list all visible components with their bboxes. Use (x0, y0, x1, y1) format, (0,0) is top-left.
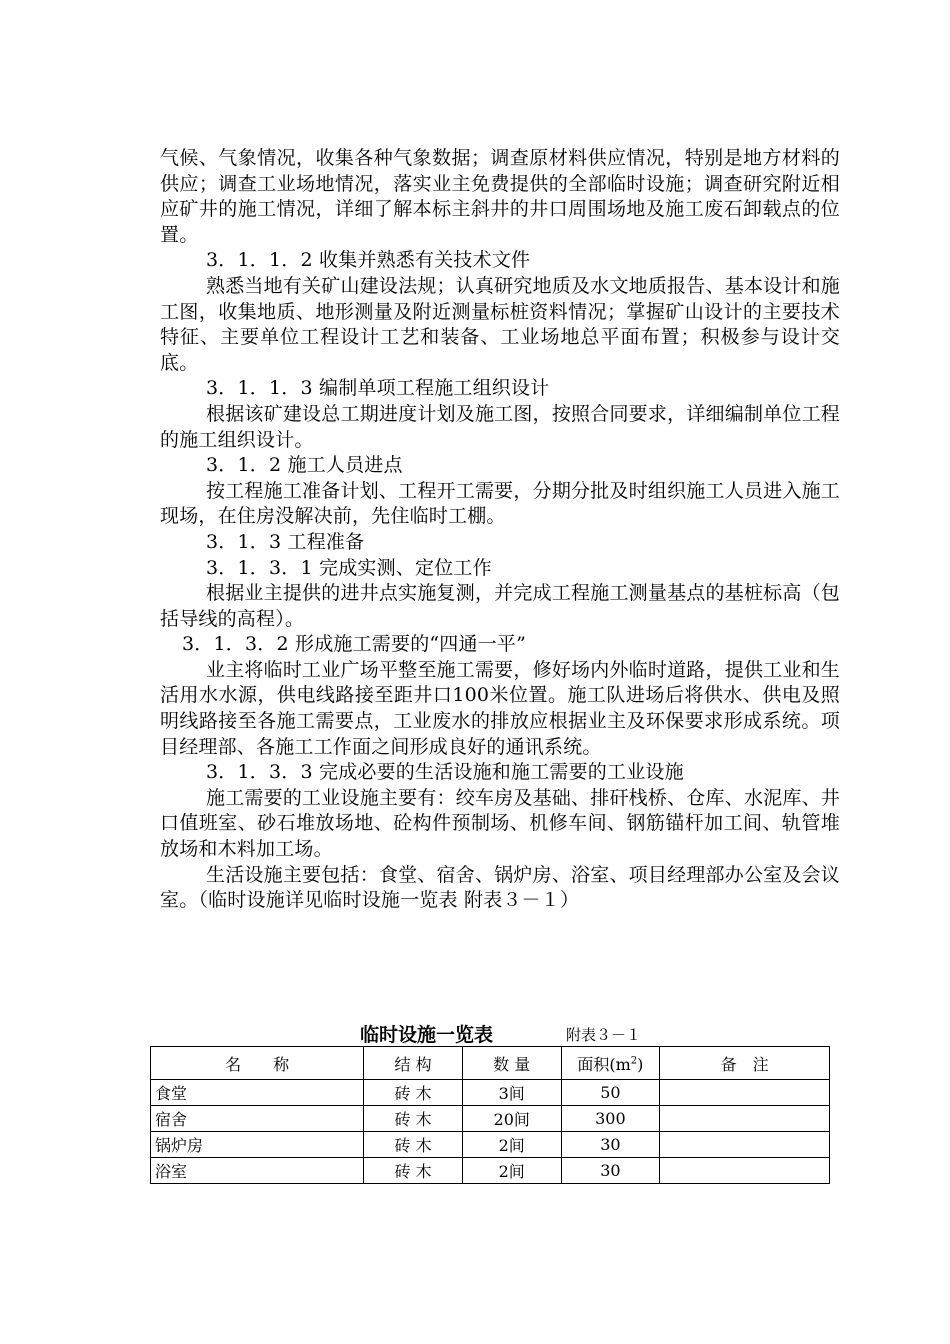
cell-name: 宿舍 (151, 1106, 364, 1132)
heading-3-1-3-1: 3．1．3．1 完成实测、定位工作 (206, 556, 492, 579)
cell-note (660, 1106, 830, 1132)
cell-note (660, 1080, 830, 1106)
header-name: 名 称 (151, 1047, 364, 1080)
heading-3-1-2: 3．1．2 施工人员进点 (206, 454, 403, 477)
table-row (151, 1106, 830, 1132)
cell-structure: 砖 木 (364, 1158, 463, 1184)
cell-area: 300 (561, 1106, 660, 1132)
paragraph-construction-organization: 根据该矿建设总工期进度计划及施工图，按照合同要求，详细编制单位工程的施工组织设计。 (160, 402, 840, 451)
header-structure: 结 构 (364, 1047, 463, 1080)
header-area-prefix: 面积(m (577, 1054, 631, 1074)
cell-name: 锅炉房 (151, 1132, 364, 1158)
header-area-sup: 2 (630, 1055, 638, 1067)
cell-note (660, 1158, 830, 1184)
paragraph-industrial-facilities: 施工需要的工业设施主要有：绞车房及基础、排矸栈桥、仓库、水泥库、井口值班室、砂石堆放场地、砼构件预制场、机修车间、钢筋锚杆加工间、轨管堆放场和木料加工场。 (160, 786, 840, 861)
heading-3-1-1-3: 3．1．1．3 编制单项工程施工组织设计 (206, 377, 550, 400)
cell-structure: 砖 木 (364, 1106, 463, 1132)
cell-area: 30 (561, 1132, 660, 1158)
table-row (151, 1132, 830, 1158)
cell-structure: 砖 木 (364, 1080, 463, 1106)
heading-3-1-3-3: 3．1．3．3 完成必要的生活设施和施工需要的工业设施 (206, 761, 684, 784)
paragraph-technical-documents: 熟悉当地有关矿山建设法规；认真研究地质及水文地质报告、基本设计和施工图，收集地质、地形测量及附近测量标桩资料情况；掌握矿山设计的主要技术特征、主要单位工程设计工艺和装备、工业场地总平面布置；积极参与设计交底。 (160, 274, 840, 374)
table-row (151, 1158, 830, 1184)
heading-3-1-1-2: 3．1．1．2 收集并熟悉有关技术文件 (206, 249, 531, 272)
cell-quantity: 3间 (462, 1080, 561, 1106)
body-text (160, 146, 840, 914)
header-note: 备 注 (660, 1047, 830, 1080)
table-appendix-label: 附表３－１ (566, 1026, 642, 1044)
paragraph-four-connections: 业主将临时工业广场平整至施工需要，修好场内外临时道路，提供工业和生活用水水源，供电线路接至距井口100米位置。施工队进场后将供水、供电及照明线路接至各施工需要点，工业废水的排放应根据业主及环保要求形成系统。项目经理部、各施工工作面之间形成良好的通讯系统。 (160, 658, 840, 758)
heading-3-1-3: 3．1．3 工程准备 (206, 530, 365, 553)
cell-quantity: 2间 (462, 1132, 561, 1158)
cell-note (660, 1132, 830, 1158)
paragraph-living-facilities: 生活设施主要包括：食堂、宿舍、锅炉房、浴室、项目经理部办公室及会议室。（临时设施详见临时设施一览表 附表３－１） (160, 863, 840, 912)
paragraph-survey-positioning: 根据业主提供的进井点实施复测，并完成工程施工测量基点的基桩标高（包括导线的高程）。 (160, 582, 840, 630)
paragraph-site-survey: 气候、气象情况，收集各种气象数据；调查原材料供应情况，特别是地方材料的供应；调查工业场地情况，落实业主免费提供的全部临时设施；调查研究附近相应矿井的施工情况，详细了解本标主斜井的井口周围场地及施工废石卸载点的位置。 (160, 147, 840, 246)
cell-area: 50 (561, 1080, 660, 1106)
heading-3-1-3-2: 3．1．3．2 形成施工需要的“四通一平” (182, 633, 527, 656)
header-area-suffix: ) (637, 1054, 644, 1074)
header-area (561, 1047, 660, 1080)
table-title: 临时设施一览表 (360, 1024, 494, 1046)
table-header-row (151, 1047, 830, 1080)
cell-name: 浴室 (151, 1158, 364, 1184)
cell-area: 30 (561, 1158, 660, 1184)
paragraph-personnel-entry: 按工程施工准备计划、工程开工需要，分期分批及时组织施工人员进入施工现场，在住房没解决前，先住临时工棚。 (160, 479, 840, 528)
cell-quantity: 2间 (462, 1158, 561, 1184)
temporary-facilities-table (150, 1046, 830, 1184)
table-row (151, 1080, 830, 1106)
header-quantity: 数 量 (462, 1047, 561, 1080)
cell-name: 食堂 (151, 1080, 364, 1106)
cell-quantity: 20间 (462, 1106, 561, 1132)
table-caption (150, 1018, 830, 1046)
cell-structure: 砖 木 (364, 1132, 463, 1158)
